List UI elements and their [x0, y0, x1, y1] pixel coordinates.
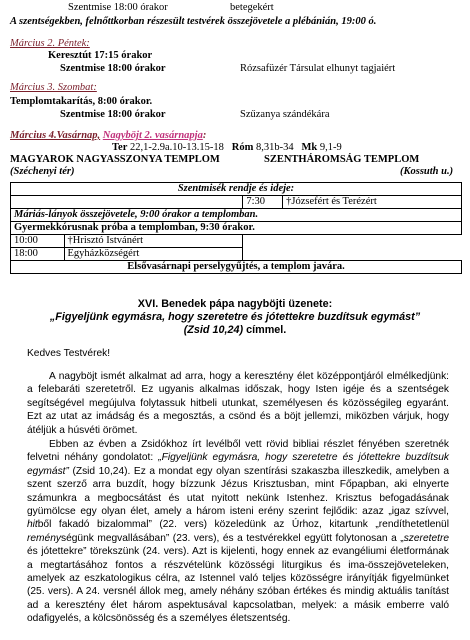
p2-part-c: ből fakadó bizalommal” (22. vers) közeledünk az Úrhoz, kitartunk „rendíthetetlenül: [37, 519, 449, 531]
left-mass-1-intention: †Hrisztó Istvánért: [64, 235, 243, 248]
reading-1-ref: 22,1-2.9a.10-13.15-18: [130, 142, 224, 153]
sunday-colon: :: [202, 130, 207, 141]
saturday-cleaning: Templomtakarítás, 8:00 órakor.: [10, 96, 153, 107]
p2-quote: „Figyeljünk egymásra, hogy szeretetre és jótettekre buzdítsuk egymást”: [27, 452, 449, 477]
message-subtitle-line2: [0, 324, 470, 337]
saturday-date: Március 3. Szombat:: [10, 82, 97, 93]
message-subtitle-suffix: címmel.: [243, 324, 287, 336]
message-greeting: Kedves Testvérek!: [27, 348, 111, 359]
paragraph-1-text: A nagyböjt ismét alkalmat ad arra, hogy a keresztény élet középpontjáról elmélkedjünk: a felebaráti szeretetről. Ez ugyanis alkalmas időszak, hogy Isten igéje és a szentségek segítségével megújulva folytassuk hitbeli utunkat, személyesen és közösségileg egyaránt. Ezt az utat az imádság és a megosztás, a csönd és a böjt jellemzi, miközben várjuk, hogy átéljük a húsvéti örömet.: [27, 371, 449, 436]
reading-2-book: Róm: [231, 142, 254, 153]
left-mass-1-time: 10:00: [11, 235, 65, 248]
friday-date: Március 2. Péntek:: [10, 38, 90, 49]
reading-3-book: Mk: [301, 142, 318, 153]
reading-1-book: Ter: [112, 142, 128, 153]
saturday-mass: Szentmise 18:00 órakor: [60, 109, 166, 120]
message-subtitle-ref: (Zsid 10,24): [183, 324, 244, 336]
sunday-readings: [112, 142, 342, 154]
reading-2-ref: 8,31b-34: [256, 142, 294, 153]
choir-announcement: Gyermekkórusnak próba a templomban, 9:30 órakor.: [11, 222, 462, 235]
church-left-name: MAGYAROK NAGYASSZONYA TEMPLOM: [10, 154, 220, 165]
p2-part-d: ségünk megvallásában” (23. vers), és a testvérekkel együtt folytonosan a „: [60, 532, 404, 544]
thursday-mass-note: betegekért: [230, 2, 274, 13]
paragraph-2-text: [27, 438, 449, 626]
sunday-heading: [10, 130, 206, 142]
collection-announcement: Elsővasárnapi perselygyűjtés, a templom javára.: [11, 261, 462, 274]
schedule-empty-cell: [11, 196, 243, 209]
right-mass-time: 7:30: [243, 196, 283, 209]
church-left-location: (Széchenyi tér): [10, 166, 75, 177]
message-subtitle-line1: „Figyeljünk egymásra, hogy szeretetre és jótettekre buzdítsuk egymást”: [49, 311, 421, 323]
p2-hit: hit: [27, 519, 38, 531]
right-mass-intention: †Józsefért és Terézért: [283, 196, 462, 209]
p2-remeny: remény: [27, 532, 61, 544]
message-paragraph-2: [27, 438, 449, 626]
p2-part-e: és jótettekre” törekszünk (24. vers). Azt is kijelenti, hogy ennek az evangéliumi életformának a megtartásához fontos a részvételünk közösségi liturgikus és ima-összejöveteleken, amelyek az eszkatologikus célra, az Istennel való teljes közösségre irányítják figyelmünket (25. vers). A 24. versnél állok meg, amely néhány szóban értékes és mindig aktuális tanítást ad a keresztény élet három aspektusával kapcsolatban, melyek: a másik emberre való odafigyelés, a kölcsönösség és a személyes életszentség.: [27, 546, 449, 625]
assembly-announcement: A szentségekben, felnőttkorban részesült testvérek összejövetele a plébánián, 19:00 ó.: [10, 16, 377, 27]
sunday-date: Március 4.Vasárnap,: [10, 130, 101, 141]
friday-mass-note: Rózsafüzér Társulat elhunyt tagjaiért: [240, 63, 396, 74]
left-mass-blank: [243, 235, 462, 248]
church-right-name: SZENTHÁROMSÁG TEMPLOM: [264, 154, 420, 165]
thursday-mass-time: Szentmise 18:00 órakor: [68, 2, 168, 13]
mass-schedule-table: [10, 182, 462, 274]
left-mass-2-time: 18:00: [11, 248, 65, 261]
p2-szeretet: szeretetre: [403, 532, 449, 544]
left-mass-2-intention: Egyházközségért: [64, 248, 243, 261]
p2-part-a: Ebben az évben a Zsidókhoz írt levélből vett rövid bibliai részlet fényében szeretnék felvetni néhány gondolatot:: [27, 439, 449, 464]
message-paragraph-1: [27, 370, 449, 437]
sunday-feast: Nagyböjt 2. vasárnapja: [102, 130, 203, 141]
message-title: XVI. Benedek pápa nagyböjti üzenete:: [137, 298, 333, 310]
maria-announcement: Máriás-lányok összejövetele, 9:00 órakor a templomban.: [11, 209, 462, 222]
friday-mass: Szentmise 18:00 órakor: [60, 63, 166, 74]
saturday-mass-note: Szűzanya szándékára: [240, 109, 330, 120]
schedule-header: Szentmisék rendje és ideje:: [11, 183, 462, 196]
church-right-location: (Kossuth u.): [400, 166, 454, 177]
left-mass-blank-2: [243, 248, 462, 261]
p2-part-b: (Zsid 10,24). Ez a mondat egy olyan szentírási szakaszba illeszkedik, amelyben a szent szerző arra buzdít, hogy bízzunk Jézus Krisztusban, mint Főpapban, aki elnyerte számunkra a megbocsátást és utat nyitott nekünk Istenhez. Krisztus befogadásának gyümölcse egy olyan élet, amely a három isteni erény szerint fejlődik: azaz „igaz szívvel,: [27, 465, 449, 518]
reading-3-ref: 9,1-9: [319, 142, 342, 153]
friday-stations: Keresztút 17:15 órakor: [48, 50, 153, 61]
